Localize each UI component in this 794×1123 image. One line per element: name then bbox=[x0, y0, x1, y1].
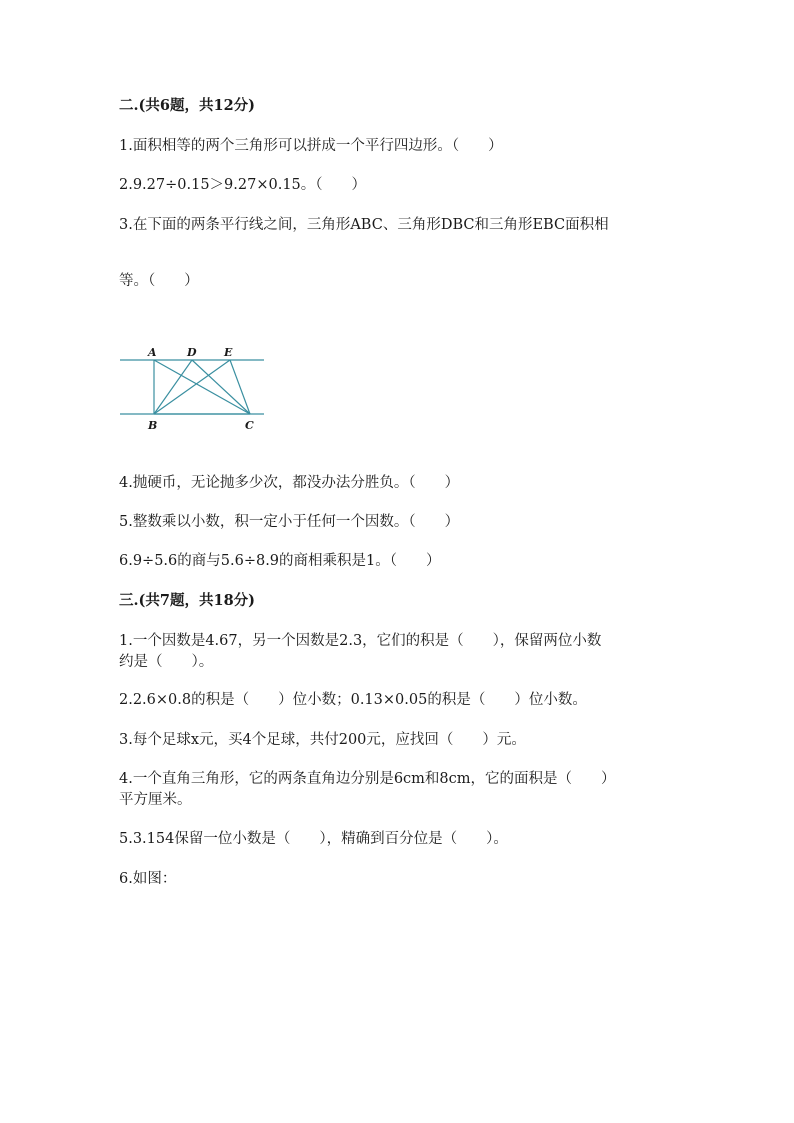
segment-dc bbox=[192, 360, 250, 414]
section-2-question-3-line-2: 等。（ ） bbox=[119, 273, 199, 289]
section-3-question-1-line-2: 约是（ ）。 bbox=[119, 654, 214, 670]
section-2-question-4: 4.抛硬币，无论抛多少次，都没办法分胜负。（ ） bbox=[119, 475, 460, 491]
label-b: B bbox=[148, 419, 158, 432]
section-3-question-6: 6.如图： bbox=[119, 871, 177, 887]
section-2-question-5: 5.整数乘以小数，积一定小于任何一个因数。（ ） bbox=[119, 514, 460, 530]
section-3-question-2: 2.2.6×0.8的积是（ ）位小数；0.13×0.05的积是（ ）位小数。 bbox=[119, 692, 587, 708]
section-2-question-1: 1.面积相等的两个三角形可以拼成一个平行四边形。（ ） bbox=[119, 138, 503, 154]
segment-ec bbox=[230, 360, 250, 414]
section-3-question-4-line-2: 平方厘米。 bbox=[119, 792, 192, 808]
section-3-question-5: 5.3.154保留一位小数是（ ），精确到百分位是（ ）。 bbox=[119, 831, 508, 847]
section-2-question-6: 6.9÷5.6的商与5.6÷8.9的商相乘积是1。（ ） bbox=[119, 553, 441, 569]
section-3-question-4-line-1: 4.一个直角三角形，它的两条直角边分别是6cm和8cm，它的面积是（ ） bbox=[119, 771, 616, 787]
section-2-heading: 二.(共6题，共12分) bbox=[119, 97, 256, 114]
label-a: A bbox=[148, 346, 157, 359]
label-c: C bbox=[245, 419, 254, 432]
section-2-question-3-line-1: 3.在下面的两条平行线之间，三角形ABC、三角形DBC和三角形EBC面积相 bbox=[119, 217, 609, 233]
section-3-question-3: 3.每个足球x元，买4个足球，共付200元，应找回（ ）元。 bbox=[119, 732, 526, 748]
section-2-question-2: 2.9.27÷0.15＞9.27×0.15。（ ） bbox=[119, 177, 367, 193]
segment-eb bbox=[154, 360, 230, 414]
parallel-lines-triangle-figure bbox=[118, 343, 268, 433]
segment-db bbox=[154, 360, 192, 414]
triangle-diagram bbox=[118, 343, 268, 433]
label-d: D bbox=[187, 346, 197, 359]
segment-ac bbox=[154, 360, 250, 414]
section-3-question-1-line-1: 1.一个因数是4.67，另一个因数是2.3，它们的积是（ ），保留两位小数 bbox=[119, 633, 602, 649]
label-e: E bbox=[224, 346, 233, 359]
section-3-heading: 三.(共7题，共18分) bbox=[119, 592, 256, 609]
